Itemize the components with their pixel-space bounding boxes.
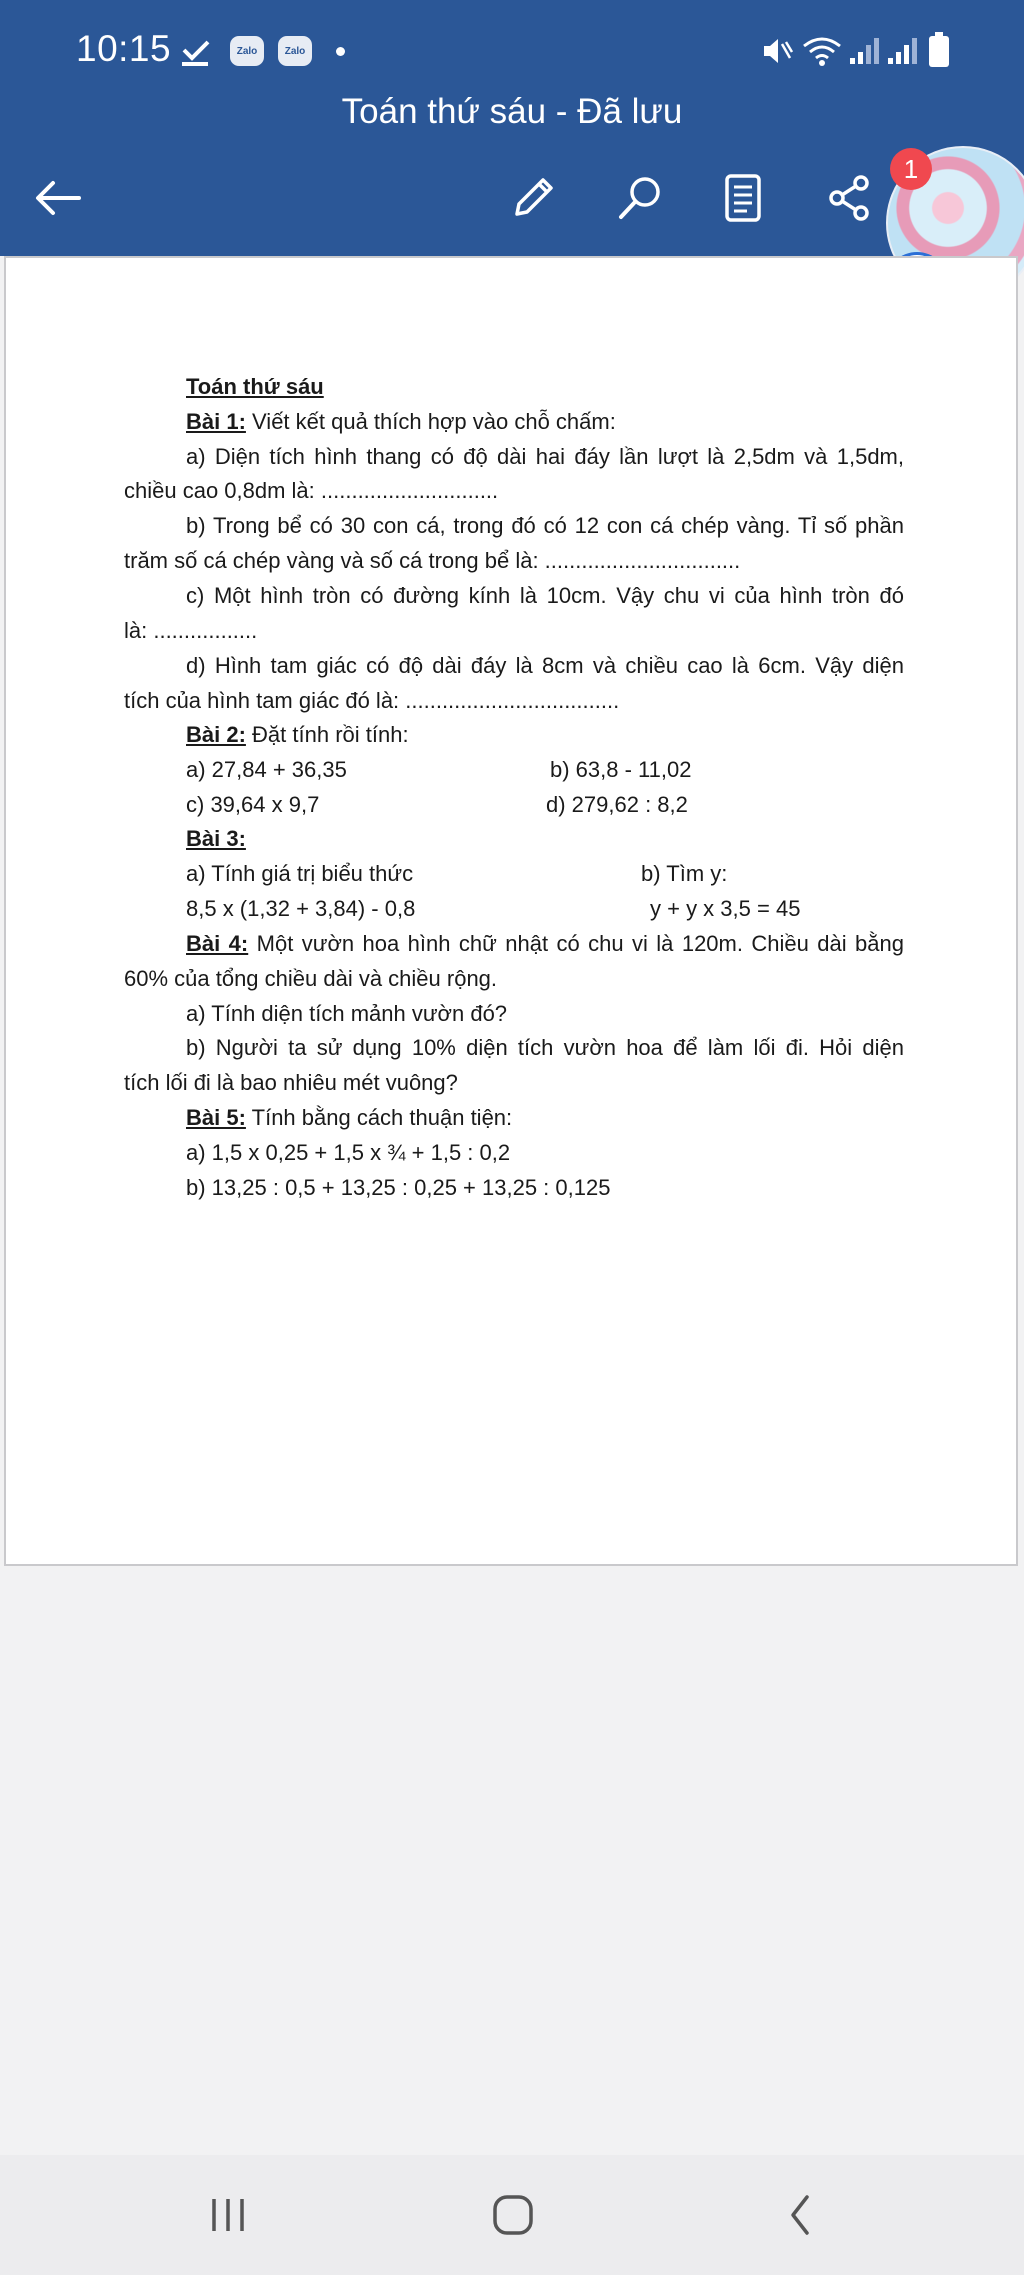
wifi-icon [802,34,842,68]
back-button[interactable] [28,168,88,228]
bai1-b-line1: b) Trong bể có 30 con cá, trong đó có 12 con cá chép vàng. Tỉ số phần [186,513,904,538]
battery-icon [928,32,950,68]
bai3-b-expr: y + y x 3,5 = 45 [650,896,801,921]
edit-button[interactable] [503,168,563,228]
status-bar [0,0,1024,100]
system-nav-bar [0,2155,1024,2275]
zalo-notification-icon: Zalo [230,36,264,66]
recent-apps-button[interactable] [188,2185,268,2245]
back-icon [33,178,83,218]
bai1-a-line2: chiều cao 0,8dm là: ............................. [124,478,499,503]
back-nav-icon [785,2193,815,2237]
doc-heading: Toán thứ sáu [186,374,324,399]
bai3-a-title: a) Tính giá trị biểu thức [186,861,414,886]
mute-icon [760,34,794,68]
bai1-b-line2: trăm số cá chép vàng và số cá trong bể là: ................................ [124,548,741,573]
bai2-c: c) 39,64 x 9,7 [186,792,320,817]
bai1-c-line1: c) Một hình tròn có đường kính là 10cm. Vậy chu vi của hình tròn đó [186,583,904,608]
bai5-b: b) 13,25 : 0,5 + 13,25 : 0,25 + 13,25 : 0,125 [186,1175,611,1200]
bai4-line1: Bài 4: Một vườn hoa hình chữ nhật có chu vi là 120m. Chiều dài bằng [186,931,904,956]
bai4-b-line2: tích lối đi là bao nhiêu mét vuông? [124,1070,458,1095]
bai3-title: Bài 3: [186,826,246,851]
share-icon [825,173,875,223]
search-icon [615,173,665,223]
bai3-a-expr: 8,5 x (1,32 + 3,84) - 0,8 [186,896,416,921]
back-nav-button[interactable] [760,2185,840,2245]
edit-icon [509,174,557,222]
signal-icon [848,36,882,66]
bai1-c-line2: là: ................. [124,618,258,643]
bai5-title: Bài 5: Tính bằng cách thuận tiện: [186,1105,513,1130]
notification-badge: 1 [890,148,932,190]
app-bar [0,0,1024,256]
share-button[interactable] [820,168,880,228]
reading-mode-button[interactable] [713,168,773,228]
bai2-d: d) 279,62 : 8,2 [546,792,688,817]
dot-icon [336,47,345,56]
bai1-d-line2: tích của hình tam giác đó là: ................................... [124,688,620,713]
bai5-a: a) 1,5 x 0,25 + 1,5 x ¾ + 1,5 : 0,2 [186,1140,511,1165]
check-download-icon [180,38,212,68]
home-button[interactable] [473,2185,553,2245]
bai2-a: a) 27,84 + 36,35 [186,757,347,782]
bai2-b: b) 63,8 - 11,02 [550,757,692,782]
signal-icon [886,36,920,66]
zalo-notification-icon: Zalo [278,36,312,66]
bai4-b-line1: b) Người ta sử dụng 10% diện tích vườn hoa để làm lối đi. Hỏi diện [186,1035,904,1060]
bai3-b-title: b) Tìm y: [641,861,728,886]
status-time: 10:15 [76,28,172,69]
document-title: Toán thứ sáu - Đã lưu [341,92,683,131]
home-icon [491,2193,535,2237]
document-page[interactable] [4,256,1018,1566]
bai1-a-line1: a) Diện tích hình thang có độ dài hai đáy lần lượt là 2,5dm và 1,5dm, [186,444,904,469]
search-button[interactable] [610,168,670,228]
bai4-line2: 60% của tổng chiều dài và chiều rộng. [124,966,498,991]
bai4-a: a) Tính diện tích mảnh vườn đó? [186,1001,508,1026]
recent-apps-icon [206,2195,250,2235]
bai1-title: Bài 1: Viết kết quả thích hợp vào chỗ chấm: [186,409,616,434]
bai2-title: Bài 2: Đặt tính rồi tính: [186,722,409,747]
reading-mode-icon [723,173,763,223]
bai1-d-line1: d) Hình tam giác có độ dài đáy là 8cm và chiều cao là 6cm. Vậy diện [186,653,904,678]
